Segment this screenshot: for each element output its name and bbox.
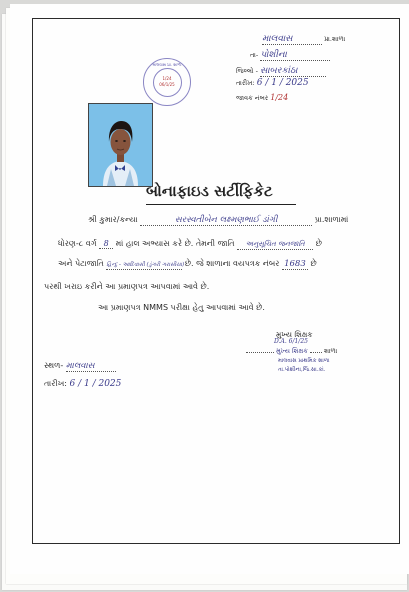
school-name-fill: માલવાસ bbox=[262, 34, 322, 45]
district-prefix: જિલ્લો - bbox=[236, 67, 258, 75]
district-line bbox=[236, 66, 326, 77]
outward-fill: 1/24 bbox=[270, 93, 289, 102]
footer-date-fill: 6 / 1 / 2025 bbox=[69, 379, 122, 389]
school-label: પ્રા.શાળા bbox=[324, 35, 346, 43]
studying-text: માં હાલ અભ્યાસ કરે છે. તેમની જાતિ bbox=[115, 239, 235, 248]
body-line-3 bbox=[58, 259, 317, 270]
signatory-line bbox=[246, 347, 337, 356]
seal-ring-text: માલવાસ પ્રા. શાળા bbox=[152, 62, 182, 67]
sign-stamp-title: મુખ્ય શિક્ષક bbox=[276, 347, 308, 355]
subcaste-fill: હિન્દુ - આદિવાસી (ડુંગરી ગરાસીયા) bbox=[106, 262, 185, 268]
school-name-line bbox=[262, 34, 345, 45]
header-date-label: તારીખ: bbox=[236, 79, 255, 87]
outward-label: જાવક નંબર bbox=[236, 94, 269, 102]
subcaste-label: અને પેટાજાતિ bbox=[58, 259, 104, 268]
body-line-4: પરથી ખરાઇ કરીને આ પ્રમાણપત્ર આપવામાં આવે છે. bbox=[44, 282, 210, 291]
district-fill: સાબરકાંઠા bbox=[260, 66, 326, 77]
sign-school-word: શાળા bbox=[323, 347, 338, 355]
place-label: સ્થળ- bbox=[44, 361, 64, 370]
seal-center-line1: 1/24 bbox=[162, 76, 172, 81]
body-line-1 bbox=[88, 215, 348, 226]
line2-end: છે bbox=[315, 239, 322, 248]
division-fill: 8 bbox=[99, 239, 113, 249]
body-line-5: આ પ્રમાણપત્ર NMMS પરીક્ષા હેતુ આપવામાં આવે છે. bbox=[98, 303, 265, 312]
student-name: સરસ્વતીબેન લક્ષ્મણભાઈ ડાંગી bbox=[140, 215, 312, 226]
signatory-title: મુખ્ય શિક્ષક bbox=[276, 330, 313, 339]
line3-end: છે bbox=[310, 259, 317, 268]
certificate-page bbox=[10, 4, 409, 574]
seal-center-line2: 06/1/25 bbox=[159, 82, 175, 87]
student-photo-image bbox=[89, 104, 152, 186]
footer-date-label: તારીખ: bbox=[44, 379, 67, 388]
signature-scribble: D.A. 6/1/25 bbox=[274, 338, 308, 345]
stamp-line-1: માલવાસ પ્રાથમિક શાળા bbox=[278, 358, 330, 364]
outward-number-line bbox=[236, 93, 288, 103]
header-date-fill: 6 / 1 / 2025 bbox=[256, 78, 309, 88]
register-number: 1683 bbox=[282, 259, 308, 270]
place-line bbox=[44, 361, 116, 372]
sign-dots-2 bbox=[310, 352, 322, 353]
title-underline bbox=[146, 204, 296, 205]
student-photo bbox=[88, 103, 153, 187]
certificate-border bbox=[32, 18, 400, 544]
sign-dots bbox=[246, 352, 274, 353]
stamp-line-2: તા.પોશીના,જિ.સા.કાં. bbox=[278, 367, 326, 373]
certificate-title: બોનાફાઇડ સર્ટીફિકેટ bbox=[146, 182, 273, 200]
body-line-2 bbox=[58, 239, 322, 250]
standard-label: ધોરણ-૮ વર્ગ bbox=[58, 239, 97, 248]
school-seal bbox=[143, 58, 191, 106]
footer-date-line bbox=[44, 379, 121, 389]
taluka-fill: પોશીના bbox=[260, 50, 330, 61]
register-text: છે. જે શાળાના વયપત્રક નંબર bbox=[184, 259, 280, 268]
student-label: શ્રી કુમાર/કન્યા bbox=[88, 215, 138, 224]
taluka-line bbox=[250, 50, 330, 61]
header-date-line bbox=[236, 78, 309, 88]
caste-fill: અનુસૂચિત જનજાતિ bbox=[237, 240, 313, 250]
place-fill: માલવાસ bbox=[66, 361, 116, 372]
school-word: પ્રા.શાળામાં bbox=[314, 215, 349, 224]
taluka-prefix: તા- bbox=[250, 51, 259, 59]
